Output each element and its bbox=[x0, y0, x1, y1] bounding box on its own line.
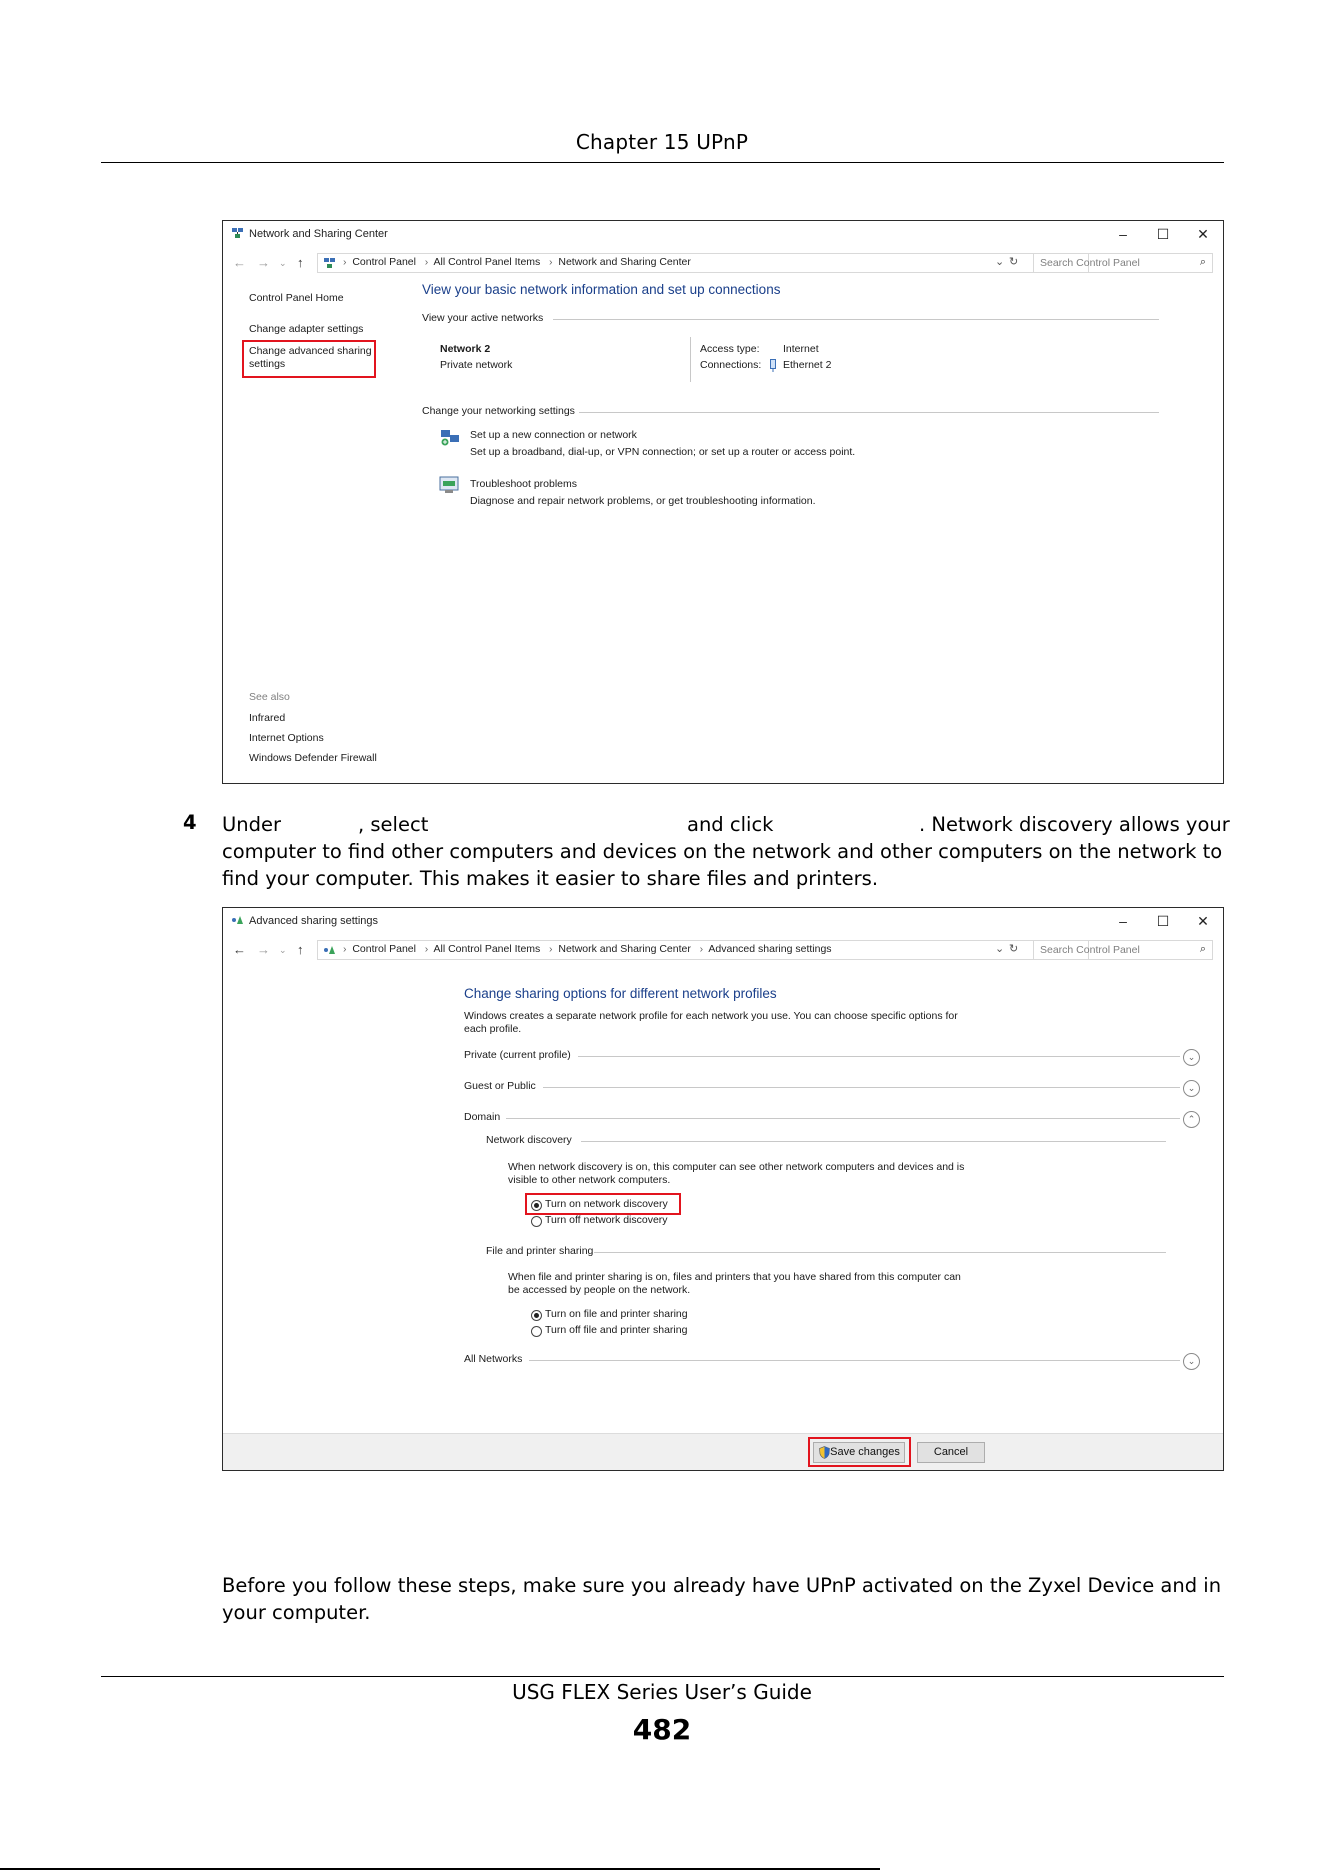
step-text: , select bbox=[358, 813, 429, 836]
description-line: each profile. bbox=[464, 1023, 522, 1035]
breadcrumb: › Control Panel › All Control Panel Items › Network and Sharing Center bbox=[343, 256, 691, 268]
note-text: Before you follow these steps, make sure you already have UPnP activated on the Zyxel Device and in bbox=[222, 1574, 1222, 1597]
sidebar-item-change-adapter-settings[interactable]: Change adapter settings bbox=[249, 323, 364, 335]
breadcrumb: › Control Panel › All Control Panel Items › Network and Sharing Center › Advanced sharing settings bbox=[343, 943, 832, 955]
access-type-value: Internet bbox=[783, 343, 819, 355]
chevron-down-icon[interactable]: ⌄ bbox=[1183, 1049, 1200, 1066]
troubleshoot-icon bbox=[439, 476, 459, 494]
search-input[interactable] bbox=[1033, 940, 1213, 960]
sidebar-link-infrared[interactable]: Infrared bbox=[249, 712, 286, 724]
radio-turn-off-file-sharing[interactable] bbox=[531, 1326, 542, 1337]
highlight-box bbox=[242, 340, 376, 378]
sharing-icon bbox=[323, 944, 336, 956]
profiles-description bbox=[464, 1010, 958, 1036]
radio-label[interactable]: Turn on network discovery bbox=[545, 1198, 668, 1210]
up-icon[interactable]: ↑ bbox=[297, 255, 304, 270]
highlight-box bbox=[808, 1437, 911, 1467]
step-text: computer to find other computers and devices on the network and other computers on the network to bbox=[222, 840, 1223, 863]
description-line: be accessed by people on the network. bbox=[508, 1284, 691, 1296]
sidebar-link-internet-options[interactable]: Internet Options bbox=[249, 732, 324, 744]
sidebar-item-label: settings bbox=[249, 358, 286, 370]
profile-private[interactable]: Private (current profile) bbox=[464, 1049, 571, 1061]
ethernet-icon bbox=[769, 359, 777, 372]
search-icon: ⌕ bbox=[1199, 256, 1206, 268]
divider bbox=[581, 1141, 1166, 1142]
page-heading: Change sharing options for different network profiles bbox=[464, 986, 777, 1001]
change-settings-label: Change your networking settings bbox=[422, 405, 575, 417]
page-number: 482 bbox=[632, 1713, 692, 1746]
chevron-down-icon[interactable]: ⌄ bbox=[1183, 1080, 1200, 1097]
radio-label[interactable]: Turn off file and printer sharing bbox=[545, 1324, 688, 1336]
note-text: your computer. bbox=[222, 1601, 371, 1624]
button-bar bbox=[223, 1433, 1223, 1470]
profile-domain[interactable]: Domain bbox=[464, 1111, 501, 1123]
description-line: When network discovery is on, this computer can see other network computers and devices and is bbox=[508, 1161, 965, 1173]
sidebar-item-label: Change advanced sharing bbox=[249, 345, 372, 357]
see-also-label: See also bbox=[249, 691, 290, 703]
file-printer-sharing-description bbox=[508, 1271, 961, 1297]
radio-turn-on-file-sharing[interactable] bbox=[531, 1310, 542, 1321]
breadcrumb-item[interactable]: Control Panel bbox=[352, 943, 416, 955]
network-name: Network 2 bbox=[440, 343, 491, 355]
description-line: When file and printer sharing is on, files and printers that you have shared from this computer can bbox=[508, 1271, 961, 1283]
divider bbox=[690, 337, 691, 382]
network-discovery-label: Network discovery bbox=[486, 1134, 572, 1146]
network-icon bbox=[231, 227, 244, 239]
search-input[interactable] bbox=[1033, 253, 1213, 273]
chevron-down-icon[interactable]: ⌄ bbox=[1183, 1353, 1200, 1370]
divider bbox=[543, 1087, 1180, 1088]
profile-all-networks[interactable]: All Networks bbox=[464, 1353, 523, 1365]
step-text: find your computer. This makes it easier to share files and printers. bbox=[222, 867, 879, 890]
address-bar bbox=[223, 938, 1223, 962]
step-text: Under bbox=[222, 813, 282, 836]
radio-label[interactable]: Turn on file and printer sharing bbox=[545, 1308, 688, 1320]
header-rule bbox=[101, 162, 1224, 163]
network-icon bbox=[323, 257, 336, 269]
advanced-sharing-window bbox=[222, 907, 1224, 1471]
divider bbox=[578, 1056, 1180, 1057]
ethernet-link[interactable]: Ethernet 2 bbox=[783, 359, 832, 371]
back-icon[interactable]: ← bbox=[233, 255, 246, 270]
active-networks-label: View your active networks bbox=[422, 312, 544, 324]
chevron-down-icon[interactable]: ⌄ bbox=[995, 256, 1005, 268]
footer-rule bbox=[101, 1676, 1224, 1677]
divider bbox=[506, 1118, 1180, 1119]
maximize-icon[interactable]: ☐ bbox=[1156, 913, 1170, 929]
file-printer-sharing-label: File and printer sharing bbox=[486, 1245, 594, 1257]
footer-guide-title: USG FLEX Series User’s Guide bbox=[512, 1680, 812, 1704]
step-text: and click bbox=[687, 813, 774, 836]
minimize-icon[interactable]: – bbox=[1119, 226, 1127, 242]
back-icon[interactable]: ← bbox=[233, 942, 246, 957]
radio-label[interactable]: Turn off network discovery bbox=[545, 1214, 668, 1226]
profile-guest-public[interactable]: Guest or Public bbox=[464, 1080, 536, 1092]
network-type: Private network bbox=[440, 359, 513, 371]
breadcrumb-item[interactable]: Advanced sharing settings bbox=[708, 943, 832, 955]
refresh-icon[interactable]: ↻ bbox=[1009, 943, 1019, 955]
breadcrumb-item[interactable]: All Control Panel Items bbox=[433, 943, 541, 955]
close-icon[interactable]: ✕ bbox=[1197, 226, 1209, 242]
step-number: 4 bbox=[183, 811, 197, 834]
network-sharing-center-window bbox=[222, 220, 1224, 784]
chevron-down-icon[interactable]: ⌄ bbox=[995, 943, 1005, 955]
setup-connection-link[interactable]: Set up a new connection or network bbox=[470, 429, 637, 441]
troubleshoot-link[interactable]: Troubleshoot problems bbox=[470, 478, 577, 490]
sidebar-link-firewall[interactable]: Windows Defender Firewall bbox=[249, 752, 377, 764]
breadcrumb-item[interactable]: Network and Sharing Center bbox=[558, 256, 691, 268]
sidebar-item-control-panel-home[interactable]: Control Panel Home bbox=[249, 292, 344, 304]
up-icon[interactable]: ↑ bbox=[297, 942, 304, 957]
cancel-button[interactable]: Cancel bbox=[917, 1442, 985, 1463]
search-placeholder: Search Control Panel bbox=[1040, 257, 1140, 269]
title-bar bbox=[223, 221, 1223, 247]
connections-label: Connections: bbox=[700, 359, 762, 371]
forward-icon[interactable]: → bbox=[257, 942, 270, 957]
breadcrumb-item[interactable]: All Control Panel Items bbox=[433, 256, 541, 268]
close-icon[interactable]: ✕ bbox=[1197, 913, 1209, 929]
troubleshoot-desc: Diagnose and repair network problems, or get troubleshooting information. bbox=[470, 495, 816, 507]
bottom-rule bbox=[0, 1868, 880, 1870]
page-heading: View your basic network information and set up connections bbox=[422, 282, 781, 297]
recent-chevron-icon[interactable]: ⌄ bbox=[279, 258, 287, 268]
access-type-label: Access type: bbox=[700, 343, 760, 355]
window-title: Advanced sharing settings bbox=[249, 915, 379, 927]
save-changes-label: Save changes bbox=[830, 1446, 900, 1458]
step-text: . Network discovery allows your bbox=[919, 813, 1230, 836]
minimize-icon[interactable]: – bbox=[1119, 913, 1127, 929]
divider bbox=[594, 1252, 1166, 1253]
forward-icon[interactable]: → bbox=[257, 255, 270, 270]
divider bbox=[579, 412, 1159, 413]
description-line: visible to other network computers. bbox=[508, 1174, 671, 1186]
search-icon: ⌕ bbox=[1199, 943, 1206, 955]
chapter-title: Chapter 15 UPnP bbox=[575, 130, 749, 154]
breadcrumb-item[interactable]: Control Panel bbox=[352, 256, 416, 268]
window-title: Network and Sharing Center bbox=[249, 228, 388, 240]
divider bbox=[553, 319, 1159, 320]
description-line: Windows creates a separate network profile for each network you use. You can choose specific options for bbox=[464, 1010, 958, 1022]
refresh-icon[interactable]: ↻ bbox=[1009, 256, 1019, 268]
radio-turn-off-network-discovery[interactable] bbox=[531, 1216, 542, 1227]
highlight-box bbox=[525, 1193, 681, 1215]
search-placeholder: Search Control Panel bbox=[1040, 944, 1140, 956]
setup-connection-desc: Set up a broadband, dial-up, or VPN connection; or set up a router or access point. bbox=[470, 446, 856, 458]
new-connection-icon bbox=[439, 427, 461, 447]
network-discovery-description bbox=[508, 1161, 964, 1187]
title-bar bbox=[223, 908, 1223, 934]
maximize-icon[interactable]: ☐ bbox=[1156, 226, 1170, 242]
chevron-up-icon[interactable]: ⌃ bbox=[1183, 1111, 1200, 1128]
breadcrumb-item[interactable]: Network and Sharing Center bbox=[558, 943, 691, 955]
divider bbox=[529, 1360, 1180, 1361]
sharing-icon bbox=[231, 914, 244, 926]
recent-chevron-icon[interactable]: ⌄ bbox=[279, 945, 287, 955]
address-bar bbox=[223, 251, 1223, 275]
